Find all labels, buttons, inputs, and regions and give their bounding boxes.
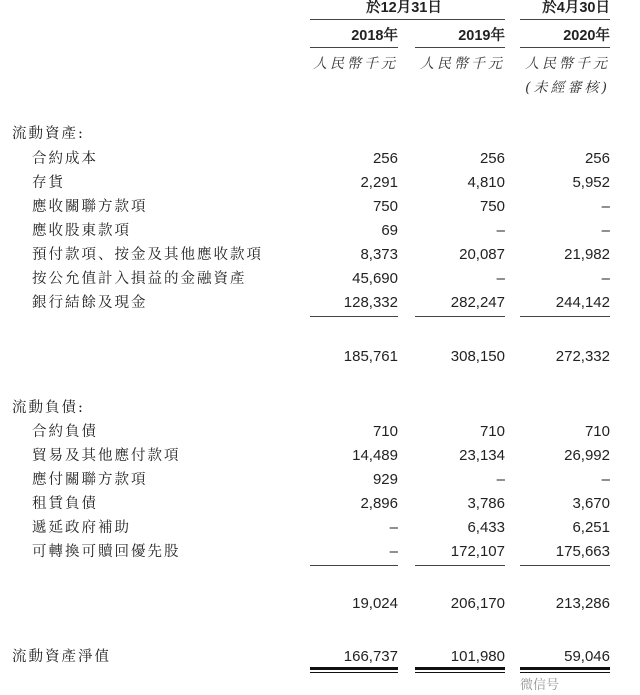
row-label: 遞延政府補助 [32,520,131,536]
row-label: 應付關聯方款項 [32,472,148,488]
table-row [0,291,640,315]
period-apr30: 於4月30日 [542,0,610,16]
row-label: 按公允值計入損益的金融資產 [32,271,247,287]
watermark: 微信号 [520,677,560,692]
value-cell: 929 [372,471,398,488]
value-cell: 166,737 [343,648,398,665]
table-row [0,195,640,219]
value-cell: 6,251 [572,519,610,536]
table-row [0,420,640,444]
row-label: 流動資產: [12,126,85,142]
unit-row [0,52,640,76]
value-cell: 750 [479,198,505,215]
value-cell: 244,142 [555,294,610,311]
divider [520,316,610,317]
value-cell: 282,247 [450,294,505,311]
table-row [0,171,640,195]
value-cell: 69 [381,222,398,239]
period-dec31: 於12月31日 [366,0,442,16]
value-cell: – [601,198,610,215]
value-cell: 710 [584,423,610,440]
row-label: 應收股東款項 [32,223,131,239]
divider [415,47,505,48]
year-2020: 2020年 [563,28,610,44]
table-row [0,147,640,171]
value-cell: 256 [479,150,505,167]
divider [310,19,505,20]
row-label: 應收關聯方款項 [32,199,148,215]
value-cell: 14,489 [352,447,398,464]
value-cell: 20,087 [459,246,505,263]
value-cell: – [389,519,398,536]
row-label: 可轉換可贖回優先股 [32,544,181,560]
value-cell: 3,786 [467,495,505,512]
value-cell: 206,170 [450,595,505,612]
value-cell: 21,982 [564,246,610,263]
row-label: 存貨 [32,175,65,191]
value-cell: 172,107 [450,543,505,560]
divider [520,565,610,566]
divider [520,19,610,20]
subtotal-row [0,345,640,369]
row-label: 流動負債: [12,400,85,416]
value-cell: 45,690 [352,270,398,287]
value-cell: 750 [372,198,398,215]
value-cell: 6,433 [467,519,505,536]
value-cell: 710 [479,423,505,440]
value-cell: – [601,471,610,488]
value-cell: 3,670 [572,495,610,512]
year-header-row [0,24,640,48]
value-cell: 256 [372,150,398,167]
value-cell: 59,046 [564,648,610,665]
double-underline [310,667,398,673]
value-cell: 185,761 [343,348,398,365]
divider [415,565,505,566]
table-row [0,444,640,468]
value-cell: – [601,270,610,287]
unaudited-note: (未經審核) [525,80,610,96]
table-row [0,540,640,564]
net-row [0,645,640,669]
subtotal-row [0,592,640,616]
value-cell: 272,332 [555,348,610,365]
unit: 人民幣千元 [525,56,610,72]
row-label: 流動資產淨值 [12,649,111,665]
value-cell: 4,810 [467,174,505,191]
section-header [0,122,640,146]
value-cell: – [389,543,398,560]
value-cell: 23,134 [459,447,505,464]
row-label: 合約成本 [32,151,98,167]
value-cell: 101,980 [450,648,505,665]
unit: 人民幣千元 [420,56,505,72]
value-cell: 213,286 [555,595,610,612]
row-label: 合約負債 [32,424,98,440]
value-cell: 256 [584,150,610,167]
value-cell: 2,291 [360,174,398,191]
value-cell: 19,024 [352,595,398,612]
unit: 人民幣千元 [313,56,398,72]
value-cell: 5,952 [572,174,610,191]
row-label: 預付款項、按金及其他應收款項 [32,247,263,263]
table-row [0,243,640,267]
table-row [0,267,640,291]
table-row [0,219,640,243]
divider [520,47,610,48]
divider [415,316,505,317]
value-cell: 710 [372,423,398,440]
table-row [0,468,640,492]
period-header-row [0,0,640,20]
value-cell: 175,663 [555,543,610,560]
section-header [0,396,640,420]
value-cell: – [601,222,610,239]
unaudited-row [0,76,640,100]
value-cell: 308,150 [450,348,505,365]
divider [310,316,398,317]
value-cell: – [496,471,505,488]
divider [310,565,398,566]
divider [310,47,398,48]
row-label: 租賃負債 [32,496,98,512]
double-underline [415,667,505,673]
table-row [0,492,640,516]
year-2018: 2018年 [351,28,398,44]
year-2019: 2019年 [458,28,505,44]
value-cell: 128,332 [343,294,398,311]
row-label: 貿易及其他應付款項 [32,448,181,464]
value-cell: 26,992 [564,447,610,464]
value-cell: – [496,222,505,239]
row-label: 銀行結餘及現金 [32,295,148,311]
value-cell: 2,896 [360,495,398,512]
table-row [0,516,640,540]
value-cell: – [496,270,505,287]
double-underline [520,667,610,673]
value-cell: 8,373 [360,246,398,263]
